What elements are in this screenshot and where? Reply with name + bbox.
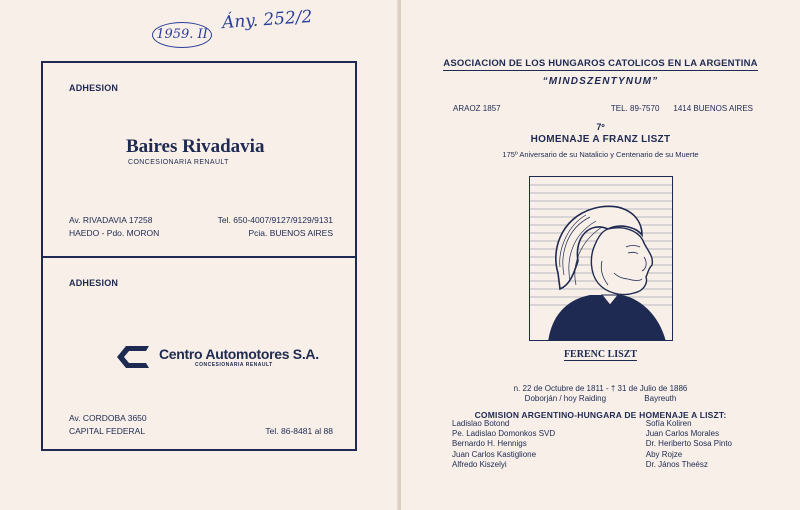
committee-title: COMISION ARGENTINO-HUNGARA DE HOMENAJE A LISZT: <box>474 410 727 420</box>
ad2-phone: Tel. 86-8481 al 88 <box>265 426 333 436</box>
ad2-address-line1: Av. CORDOBA 3650 <box>69 413 147 423</box>
ad1-address-row-2 <box>69 228 333 238</box>
list-item: Ladislao Botond <box>452 419 510 428</box>
list-item: Juan Carlos Morales <box>645 429 720 439</box>
ad1-brand-name: Baires Rivadavia <box>126 136 265 157</box>
list-item: Juan Carlos Kastiglione <box>452 449 537 459</box>
ad2-address-row-2 <box>69 426 333 436</box>
contact-row <box>453 104 753 113</box>
list-item: Dr. Heriberto Sosa Pinto <box>645 439 732 449</box>
handwritten-note: Ány. 252/2 <box>221 6 313 34</box>
list-item: Bernardo H. Hennigs <box>452 439 527 449</box>
edition-number: 7º <box>596 122 605 132</box>
org-address: ARAOZ 1857 <box>453 104 501 113</box>
ad2-brand <box>113 344 319 370</box>
portrait-drawing <box>530 177 673 341</box>
right-page <box>401 0 800 510</box>
portrait-caption: FERENC LISZT <box>563 349 638 360</box>
life-places <box>401 394 800 403</box>
life-dates: n. 22 de Octubre de 1811 - † 31 de Julio de 1886 <box>513 384 688 393</box>
list-item: Dr. János Theész <box>645 459 708 469</box>
ad1-heading: ADHESION <box>69 83 119 93</box>
ad1-address-line1: Av. RIVADAVIA 17258 <box>69 215 153 225</box>
organization-subtitle: “MINDSZENTYNUM” <box>542 76 659 87</box>
liszt-portrait <box>529 176 673 341</box>
list-item: Pe. Ladislao Domonkos SVD <box>452 429 556 439</box>
library-stamp: 1959. II <box>152 22 212 48</box>
committee-left-column <box>452 419 555 470</box>
ad2-address-line2: CAPITAL FEDERAL <box>69 426 146 436</box>
ad2-address-row-1 <box>69 413 333 423</box>
ad2-brand-name: Centro Automotores S.A. <box>159 346 319 362</box>
org-phone: TEL. 89-7570 <box>610 104 660 113</box>
ad1-address-line2: HAEDO - Pdo. MORON <box>69 228 160 238</box>
left-page <box>0 0 399 510</box>
organization-title: ASOCIACION DE LOS HUNGAROS CATOLICOS EN LA ARGENTINA <box>443 58 758 69</box>
committee-right-column <box>646 419 732 470</box>
list-item: Sofía Koliren <box>645 419 692 428</box>
ad-centro-automotores <box>41 256 357 451</box>
list-item: Alfredo Kiszelyi <box>452 459 507 469</box>
ad2-brand-subtitle: CONCESIONARIA RENAULT <box>195 362 273 368</box>
deathplace: Bayreuth <box>644 394 677 403</box>
event-subtitle: 175º Aniversario de su Natalicio y Centenario de su Muerte <box>502 150 699 159</box>
org-city: 1414 BUENOS AIRES <box>673 104 753 113</box>
ad1-address-row-1 <box>69 215 333 225</box>
committee-members <box>452 419 772 470</box>
ad-baires-rivadavia <box>41 61 357 258</box>
centro-automotores-logo-icon <box>113 344 153 370</box>
ad1-province: Pcia. BUENOS AIRES <box>248 228 333 238</box>
birthplace: Doborján / hoy Raiding <box>524 394 607 403</box>
ad1-brand-subtitle: CONCESIONARIA RENAULT <box>128 159 229 166</box>
event-title: HOMENAJE A FRANZ LISZT <box>530 134 671 145</box>
ad1-phone: Tel. 650-4007/9127/9129/9131 <box>217 215 333 225</box>
list-item: Aby Rojze <box>645 449 683 459</box>
ad2-heading: ADHESION <box>69 278 119 288</box>
